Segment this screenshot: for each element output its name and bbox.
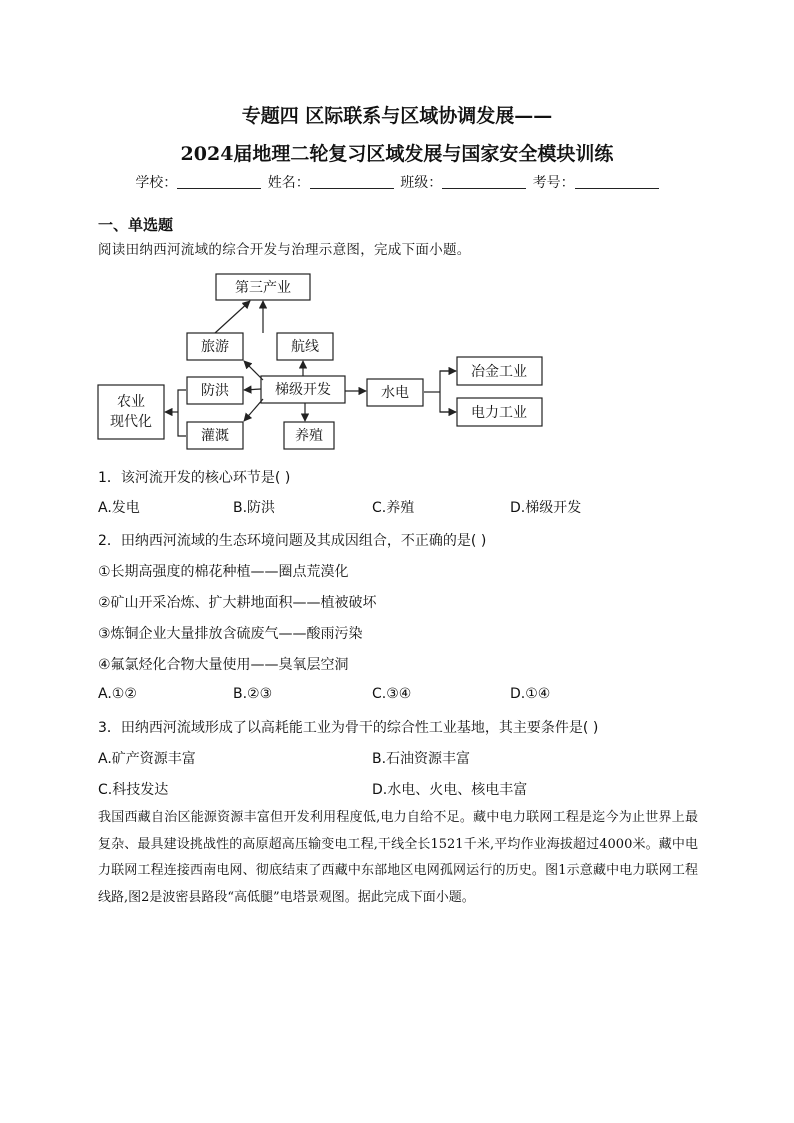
- page-subtitle: 2024届地理二轮复习区域发展与国家安全模块训练: [180, 143, 614, 165]
- label-hydro: 水电: [381, 385, 409, 401]
- label-agri-1: 农业: [117, 394, 145, 410]
- q2-item-2: ②矿山开采冶炼、扩大耕地面积——植被破坏: [98, 595, 377, 611]
- page-title: 专题四 区际联系与区域协调发展——: [241, 105, 553, 127]
- q3-option-a[interactable]: A.矿产资源丰富: [98, 751, 196, 767]
- label-tertiary: 第三产业: [235, 280, 291, 296]
- name-blank: [310, 174, 394, 189]
- q1-option-b[interactable]: B.防洪: [233, 500, 276, 516]
- flow-diagram: [95, 268, 555, 458]
- section-heading: 一、单选题: [98, 216, 174, 234]
- q3-stem: 3．田纳西河流域形成了以高耗能工业为骨干的综合性工业基地，其主要条件是( ): [98, 720, 599, 736]
- q3-option-b[interactable]: B.石油资源丰富: [372, 751, 471, 767]
- label-flood: 防洪: [201, 383, 229, 399]
- q2-stem: 2．田纳西河流域的生态环境问题及其成因组合，不正确的是( ): [98, 533, 487, 549]
- student-info-row: [0, 172, 794, 192]
- school-blank: [177, 174, 261, 189]
- intro-text-1: 阅读田纳西河流域的综合开发与治理示意图，完成下面小题。: [98, 242, 471, 258]
- q2-item-3: ③炼铜企业大量排放含硫废气——酸雨污染: [98, 626, 363, 642]
- q2-option-a[interactable]: A.①②: [98, 686, 137, 702]
- q2-option-b[interactable]: B.②③: [233, 686, 273, 702]
- label-cascade: 梯级开发: [275, 382, 331, 398]
- q1-option-d[interactable]: D.梯级开发: [510, 500, 582, 516]
- label-breeding: 养殖: [295, 428, 323, 444]
- label-shipping: 航线: [291, 339, 319, 355]
- q2-option-c[interactable]: C.③④: [372, 686, 412, 702]
- q2-option-d[interactable]: D.①④: [510, 686, 551, 702]
- label-irrigation: 灌溉: [201, 428, 229, 444]
- q2-item-4: ④氟氯烃化合物大量使用——臭氧层空洞: [98, 657, 349, 673]
- school-label: 学校：: [135, 175, 178, 191]
- class-label: 班级：: [400, 175, 443, 191]
- q3-option-d[interactable]: D.水电、火电、核电丰富: [372, 782, 528, 798]
- q1-stem: 1．该河流开发的核心环节是( ): [98, 470, 291, 486]
- intro-text-2: 我国西藏自治区能源资源丰富但开发利用程度低,电力自给不足。藏中电力联网工程是迄今为止世界上最复杂、最具建设挑战性的高原超高压输变电工程,干线全长1521千米,平均作业海拔超过4000米。藏中电力联网工程连接西南电网、彻底结束了西藏中东部地区电网孤网运行的历史。图1示意藏中电力联网工程线路,图2是波密县路段“高低腿”电塔景观图。据此完成下面小题。: [98, 810, 698, 905]
- q3-option-c[interactable]: C.科技发达: [98, 782, 169, 798]
- label-power-industry: 电力工业: [471, 405, 527, 421]
- exam-no-label: 考号：: [532, 175, 575, 191]
- class-blank: [442, 174, 526, 189]
- label-metallurgy: 冶金工业: [471, 364, 527, 380]
- label-agri-2: 现代化: [110, 414, 152, 430]
- name-label: 姓名：: [267, 175, 310, 191]
- q1-option-a[interactable]: A.发电: [98, 500, 140, 516]
- q1-option-c[interactable]: C.养殖: [372, 500, 415, 516]
- exam-no-blank: [575, 174, 659, 189]
- label-tourism: 旅游: [201, 339, 229, 355]
- q2-item-1: ①长期高强度的棉花种植——圈点荒漠化: [98, 564, 349, 580]
